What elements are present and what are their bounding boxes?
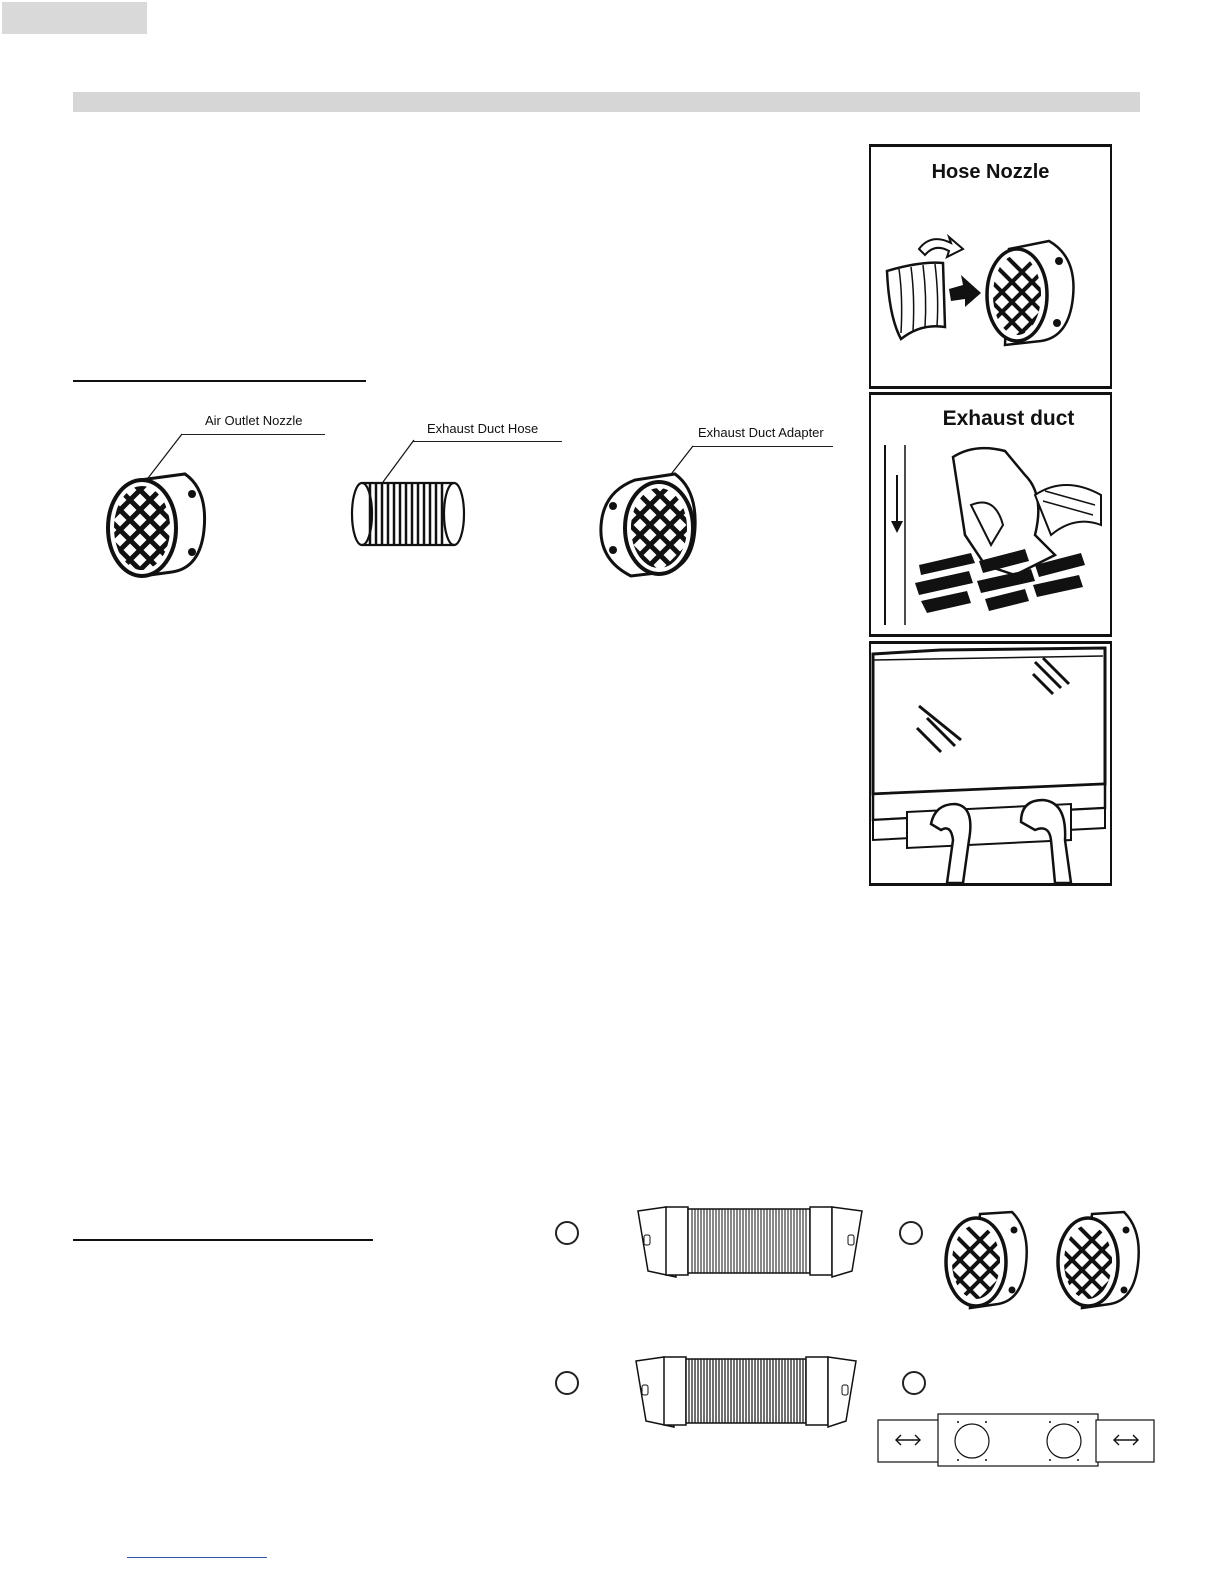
exhaust-duct-adapter-icon [595, 440, 715, 580]
air-outlet-nozzle-icon [100, 430, 220, 580]
exhaust-duct-adapter-label: Exhaust Duct Adapter [698, 425, 824, 440]
hose-nozzle-panel [869, 144, 1112, 389]
footer-link-underline[interactable] [127, 1557, 267, 1558]
exhaust-duct-hose-icon [348, 438, 468, 550]
exhaust-duct-title: Exhaust duct [942, 407, 1075, 430]
kit-nozzle-right-icon [1052, 1210, 1142, 1310]
kit-hose-short-icon [634, 1355, 860, 1431]
air-outlet-nozzle-label: Air Outlet Nozzle [205, 413, 303, 428]
exhaust-duct-illustration [875, 435, 1107, 631]
kit-marker-2 [899, 1221, 923, 1245]
kit-nozzle-left-icon [940, 1210, 1030, 1310]
exhaust-duct-panel [869, 392, 1112, 637]
kit-marker-4 [902, 1371, 926, 1395]
hose-nozzle-illustration [881, 227, 1101, 377]
hose-nozzle-title: Hose Nozzle [931, 161, 1050, 183]
parts-section-rule [73, 380, 366, 382]
kit-section-rule [73, 1239, 373, 1241]
kit-marker-1 [555, 1221, 579, 1245]
section-header-bar [73, 92, 1140, 112]
exhaust-duct-hose-label: Exhaust Duct Hose [427, 421, 539, 436]
window-install-illustration [871, 644, 1110, 883]
kit-hose-long-icon [636, 1203, 866, 1281]
window-install-panel [869, 641, 1112, 886]
window-kit-icon [876, 1412, 1158, 1468]
page-corner-tab [2, 2, 147, 34]
kit-marker-3 [555, 1371, 579, 1395]
